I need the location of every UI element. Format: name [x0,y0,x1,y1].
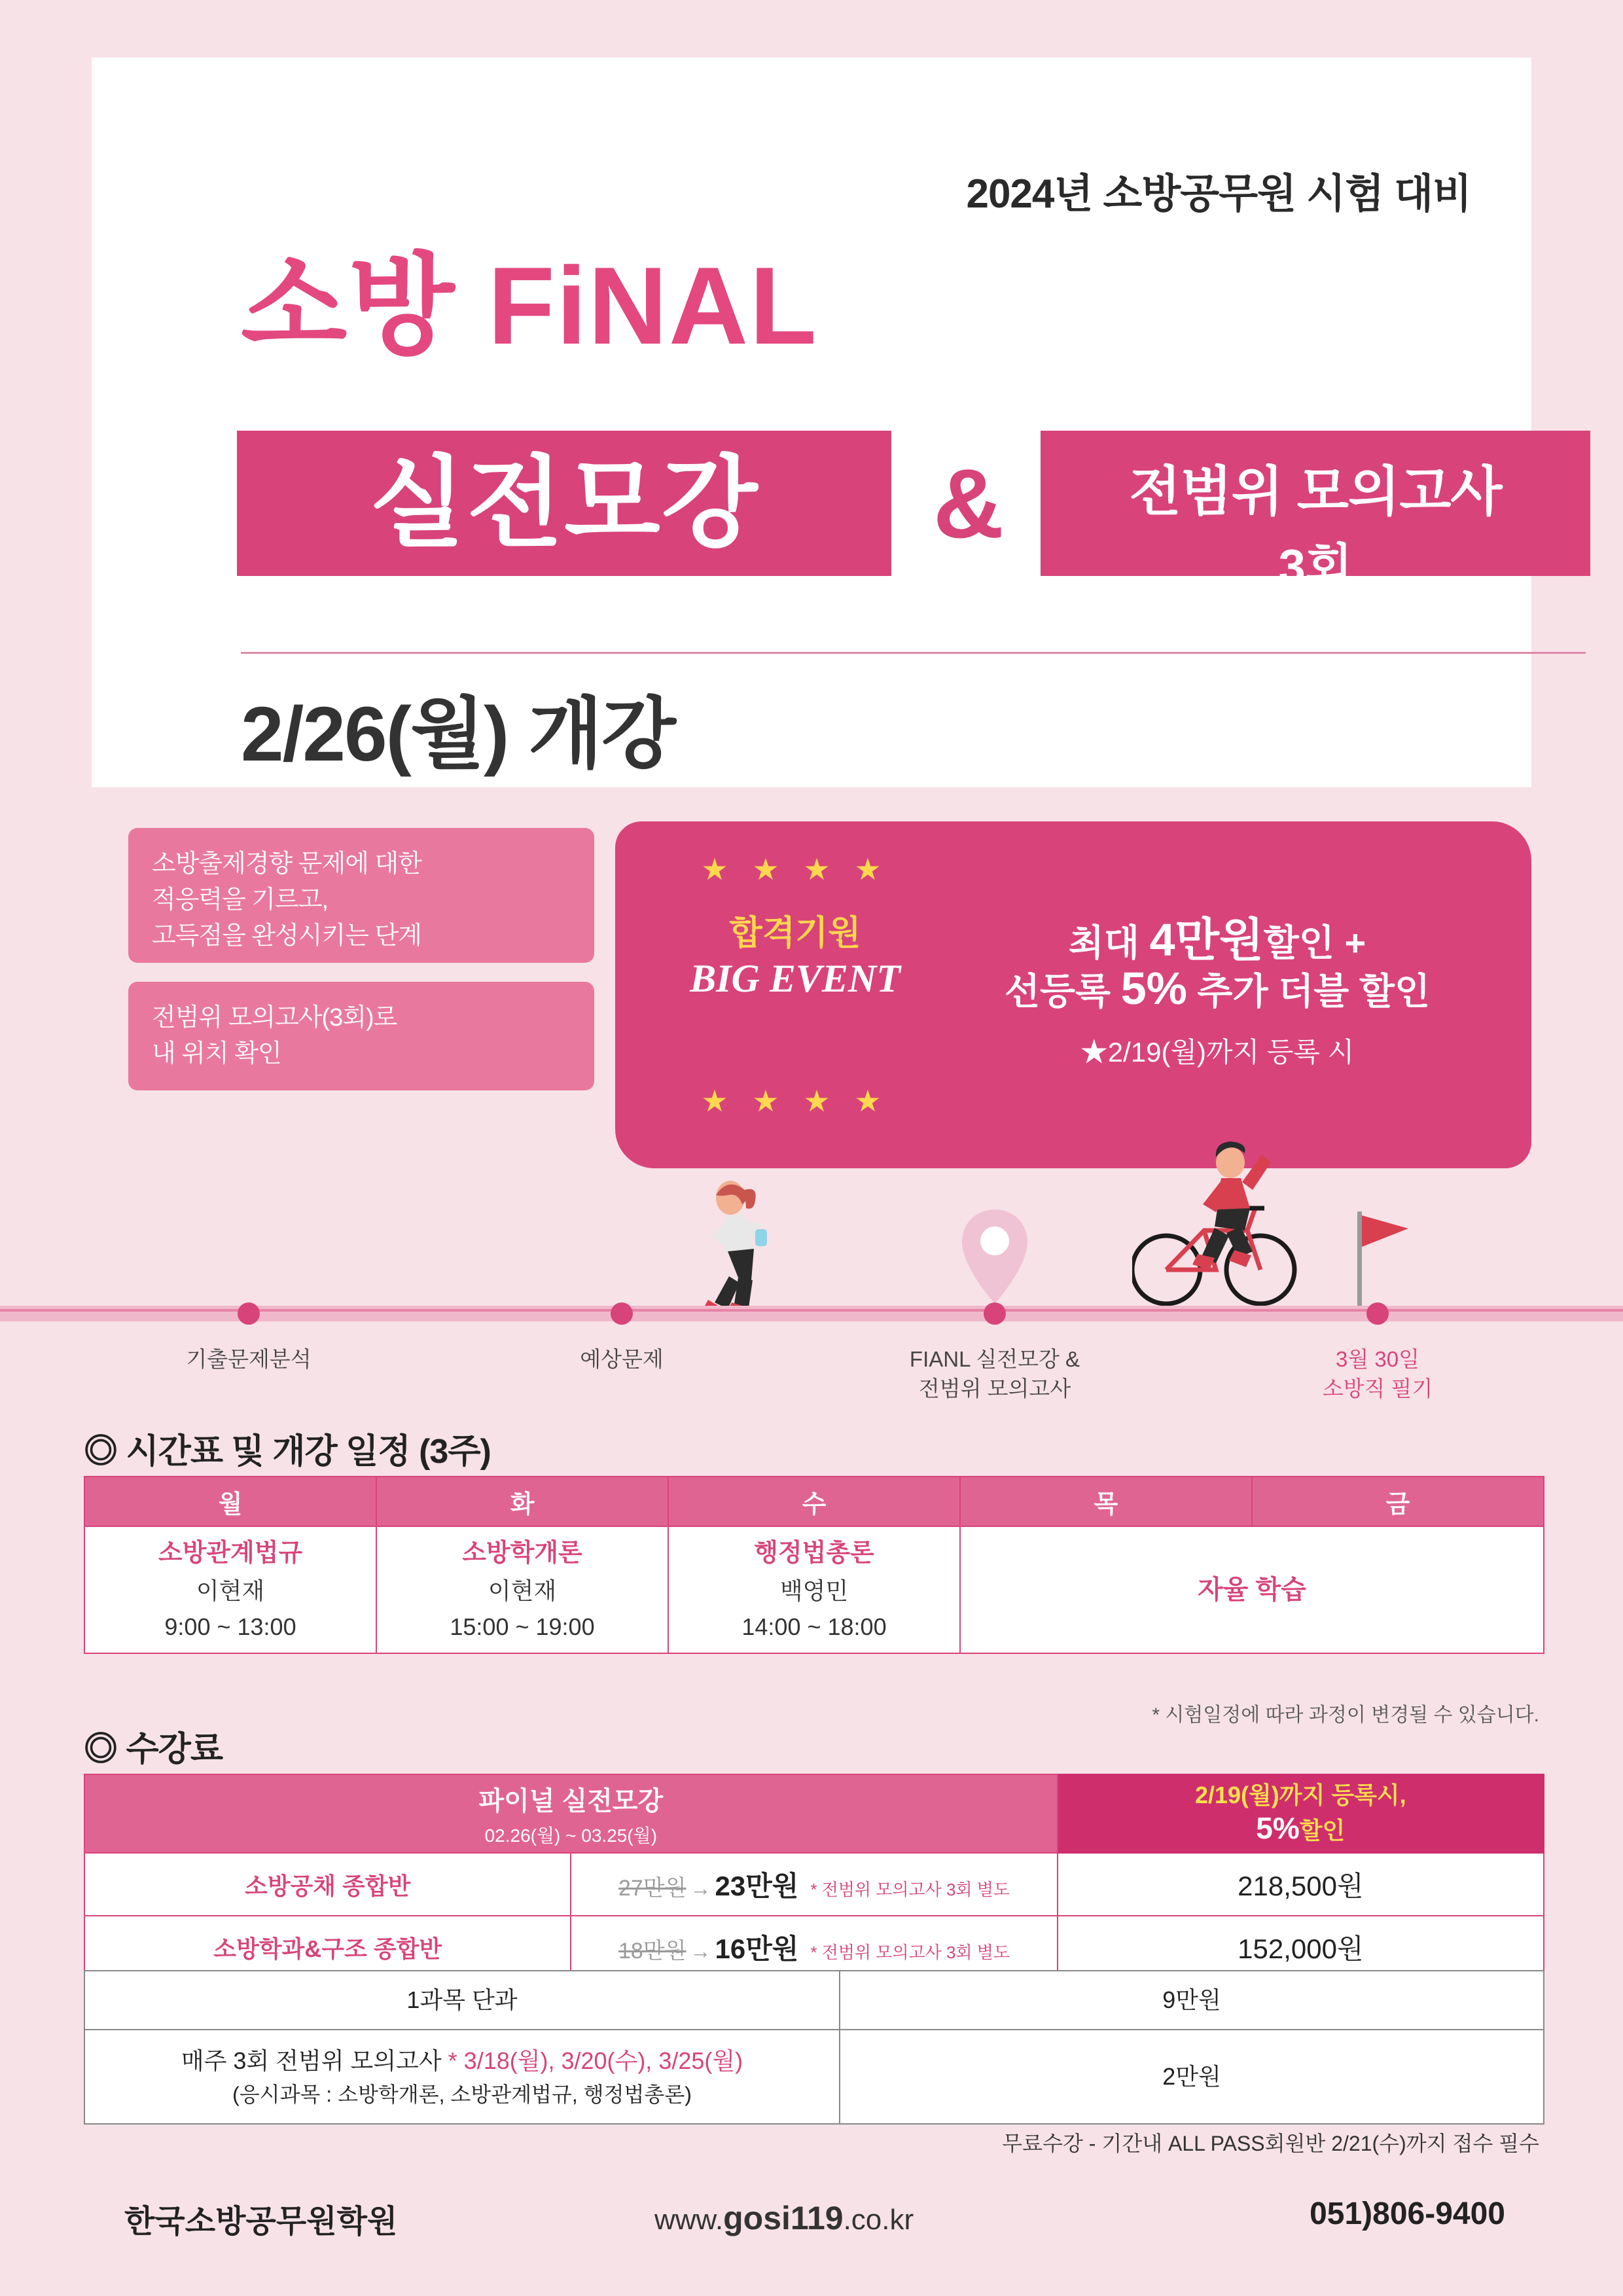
table-row [84,1526,1544,1653]
fee-price-note: * 전범위 모의고사 3회 별도 [810,1880,1010,1899]
timetable-teacher: 이현재 [196,1577,265,1604]
timeline-dot-3 [984,1302,1006,1325]
arrow-icon: → [690,1876,711,1900]
timeline-label-1: 기출문제분석 [186,1347,312,1371]
event-deadline: ★2/19(월)까지 등록 시 [1080,1037,1355,1067]
timetable-col-tue: 화 [376,1477,668,1526]
timetable-subject: 소방학개론 [462,1539,582,1567]
timeline-label-4: 3월 30일 소방직 필기 [1322,1347,1433,1401]
hero-panel [92,58,1531,787]
feature-box-1-text: 소방출제경향 문제에 대한 적응력을 기르고, 고득점을 완성시키는 단계 [152,850,421,950]
fee-row-name: 소방학과&구조 종합반 [84,1916,571,1979]
fee-new-price: 23만원 [715,1871,799,1901]
extra-row-label-2-main [86,2043,838,2079]
timetable-heading: ◎ 시간표 및 개강 일정 (3주) [84,1433,491,1471]
timeline-label-3: FIANL 실전모강 & 전범위 모의고사 [909,1347,1080,1401]
timeline-dot-1 [238,1302,260,1325]
arrow-icon: → [690,1939,711,1963]
event-discount-line2 [929,962,1505,1015]
timeline-label-2: 예상문제 [580,1347,664,1371]
event-line1-strong: 4만원 [1149,914,1264,965]
extra-label-highlight: * 3/18(월), 3/20(수), 3/25(월) [448,2047,743,2074]
stars-bottom-icon: ★ ★ ★ ★ [701,1084,889,1118]
event-discount-line1 [929,903,1505,969]
timetable-subject: 소방관계법규 [158,1539,303,1567]
feature-box-1 [128,828,594,963]
event-line1-post: 할인 + [1263,922,1366,963]
event-line2-pre: 선등록 [1004,971,1121,1012]
footer-site-post: .co.kr [843,2204,914,2236]
event-title-2: BIG EVENT [690,957,901,1000]
fee-row-final: 218,500원 [1058,1853,1544,1916]
timetable-cell-mon [84,1526,376,1653]
goal-flag-icon [1348,1208,1427,1312]
hero-title-box2-line2: 3회 [1278,539,1353,594]
hero-title-box1-label: 실전모강 [369,448,759,559]
event-banner [615,821,1531,1168]
timetable-time: 14:00 ~ 18:00 [741,1613,887,1641]
extra-row-label-2-sub: (응시과목 : 소방학개론, 소방관계법규, 행정법총론) [232,2083,692,2106]
timeline-dot-2 [611,1302,633,1325]
fee-row-name: 소방공채 종합반 [84,1853,571,1916]
fee-head-right [1058,1774,1544,1853]
footer-site-strong: gosi119 [723,2200,844,2236]
footer-site-pre: www. [654,2204,724,2236]
fee-old-price: 27만원 [618,1876,687,1901]
hero-start-date: 2/26(월) 개강 [241,691,675,778]
fee-row-price [571,1853,1057,1916]
fee-heading: ◎ 수강료 [84,1731,223,1768]
timetable-col-thu: 목 [960,1477,1252,1526]
extra-label-pre: 매주 3회 전범위 모의고사 [181,2047,448,2074]
fee-new-price: 16만원 [715,1933,799,1964]
timetable-col-mon: 월 [84,1477,376,1526]
event-title-1: 합격기원 [729,914,861,952]
timetable-header-row [84,1477,1544,1526]
timetable-note: * 시험일정에 따라 과정이 변경될 수 있습니다. [1152,1704,1539,1726]
timetable-time: 15:00 ~ 19:00 [450,1613,595,1641]
hero-divider [241,652,1586,654]
fee-row-final: 152,000원 [1058,1916,1544,1979]
timetable-cell-tue [376,1526,668,1653]
table-row [84,2030,1544,2124]
hero-title-box1 [237,431,891,576]
timetable-teacher: 백영민 [779,1577,849,1604]
table-row [84,1853,1544,1916]
timetable-col-wed: 수 [668,1477,960,1526]
table-row [84,1971,1544,2030]
event-line1-pre: 최대 [1068,922,1150,963]
fee-row-price [571,1916,1057,1979]
timetable-cell-free-study: 자율 학습 [960,1526,1544,1653]
table-row [84,1916,1544,1979]
fee-head-right-suffix: 할인 [1299,1816,1346,1844]
timetable-time: 9:00 ~ 13:00 [164,1613,296,1641]
extra-row-value-1: 9만원 [840,1971,1544,2030]
runner-figure [668,1178,798,1322]
hero-eyebrow: 2024년 소방공무원 시험 대비 [966,171,1471,217]
hero-title-line1: 소방 FiNAL [241,244,818,367]
fee-head-right-line1: 2/19(월)까지 등록시, [1194,1781,1406,1808]
hero-ampersand: & [933,448,1005,558]
footer-phone[interactable]: 051)806-9400 [1310,2197,1505,2231]
timetable [84,1476,1544,1654]
extra-row-label-2 [84,2030,840,2124]
hero-title-box2-line1: 전범위 모의고사 [1129,462,1502,522]
extra-row-label-1: 1과목 단과 [84,1971,840,2030]
timetable-subject: 행정법총론 [754,1539,874,1567]
fee-price-note: * 전범위 모의고사 3회 별도 [810,1943,1010,1962]
event-line2-strong: 5% [1120,963,1187,1014]
hero-title-box2 [1041,431,1590,594]
extra-fee-table [84,1970,1544,2125]
extra-row-value-2: 2만원 [840,2030,1544,2124]
timetable-col-fri: 금 [1252,1477,1544,1526]
fee-head-right-line2 [1059,1810,1543,1848]
fee-head-left-title: 파이널 실전모강 [478,1786,664,1816]
footer-academy-name: 한국소방공무원학원 [124,2204,398,2239]
extra-note: 무료수강 - 기간내 ALL PASS회원반 2/21(수)까지 접수 필수 [1002,2132,1539,2155]
fee-header-row [84,1774,1544,1853]
feature-box-2 [128,982,594,1090]
feature-box-2-text: 전범위 모의고사(3회)로 내 위치 확인 [152,1004,397,1068]
timetable-cell-wed [668,1526,960,1653]
fee-old-price: 18만원 [618,1939,687,1964]
footer-website[interactable] [654,2199,914,2237]
fee-table [84,1774,1544,1979]
fee-head-left [84,1774,1058,1853]
event-line2-post: 추가 더블 할인 [1186,971,1431,1012]
cyclist-figure [1132,1139,1302,1316]
fee-head-right-pct: 5% [1256,1810,1300,1845]
fee-head-left-sub: 02.26(월) ~ 03.25(월) [484,1825,658,1846]
timetable-teacher: 이현재 [488,1577,557,1604]
timeline-dot-4 [1366,1302,1389,1325]
stars-top-icon: ★ ★ ★ ★ [701,852,889,886]
